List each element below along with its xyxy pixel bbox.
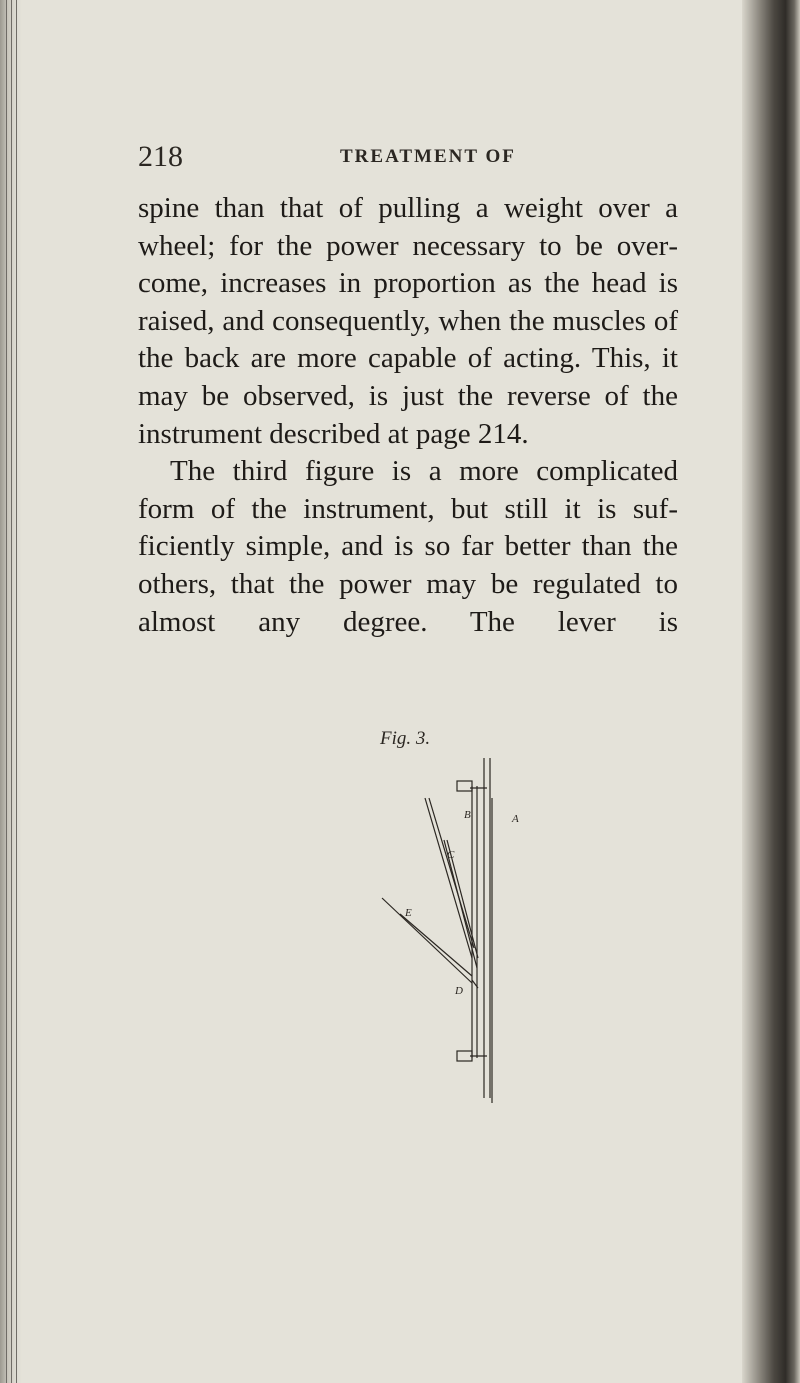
label-c: C bbox=[447, 849, 455, 861]
gutter-line bbox=[11, 0, 12, 1383]
page-edge-right bbox=[742, 0, 800, 1383]
page-header bbox=[138, 140, 698, 180]
figure-caption: Fig. 3. bbox=[380, 728, 431, 749]
page-gutter-left bbox=[0, 0, 22, 1383]
gutter-line bbox=[16, 0, 17, 1383]
instrument-diagram bbox=[332, 758, 572, 1358]
gutter-line bbox=[6, 0, 7, 1383]
running-head: TREATMENT OF bbox=[340, 146, 516, 167]
lever-line bbox=[425, 798, 472, 958]
diagram-svg bbox=[332, 758, 572, 1358]
label-b: B bbox=[464, 809, 471, 821]
label-d: D bbox=[455, 985, 463, 997]
top-bracket bbox=[457, 781, 472, 791]
book-page bbox=[22, 0, 742, 1383]
page-number: 218 bbox=[138, 140, 183, 173]
paragraph: spine than that of pulling a weight over a wheel; for the power necessary to be overcome, increases in proportion as the head is raised, and consequently, when the muscles of the back are more capable of acting. This, it may be observed, is just the reverse of the instrument described at page 214. bbox=[138, 192, 678, 450]
label-e: E bbox=[405, 907, 412, 919]
body-text bbox=[138, 190, 678, 641]
label-a: A bbox=[512, 813, 519, 825]
bottom-bracket bbox=[457, 1051, 472, 1061]
paragraph: The third figure is a more complicated form of the instrument, but still it is sufficiently simple, and is so far better than the others, that the power may be regulated to almost any degree. The lever is bbox=[138, 455, 678, 638]
